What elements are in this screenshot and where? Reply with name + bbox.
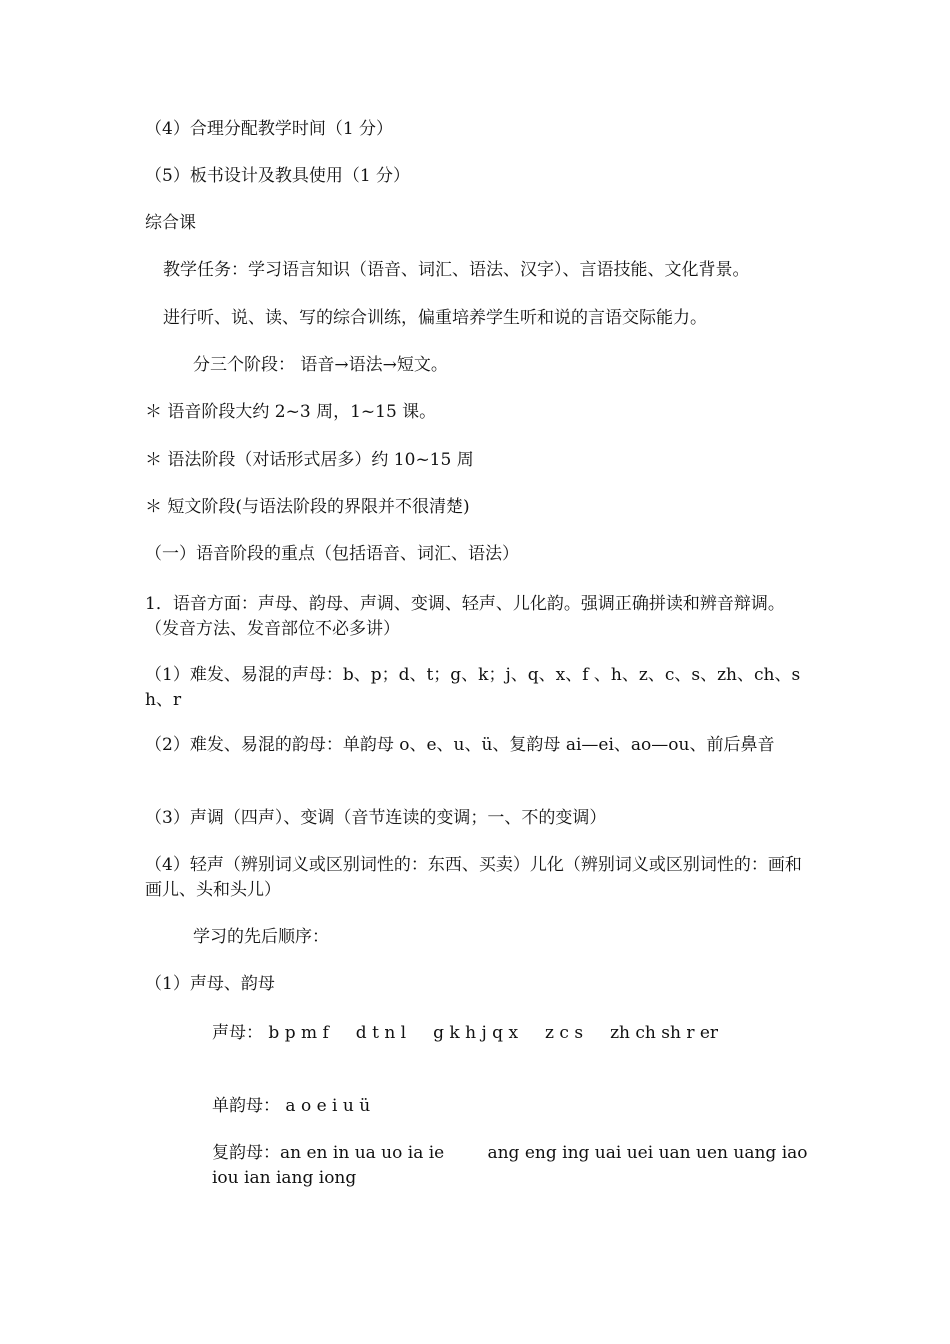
paragraph-finals: （2）难发、易混的韵母：单韵母 o、e、u、ü、复韵母 ai—ei、ao—ou、前后鼻音 [145, 735, 775, 755]
list-item-phonetics-stage: ＊ 语音阶段大约 2~3 周，1~15 课。 [145, 402, 437, 422]
subsection-heading: （一）语音阶段的重点（包括语音、词汇、语法） [145, 544, 519, 564]
section-heading: 综合课 [145, 213, 196, 233]
paragraph-neutral-tone: （4）轻声（辨别词义或区别词性的：东西、买卖）儿化（辨别词义或区别词性的：画和画儿、头和头儿） [145, 855, 802, 900]
paragraph-initials-finals: （1）声母、韵母 [145, 974, 275, 994]
list-item-text-stage: ＊ 短文阶段(与语法阶段的界限并不很清楚) [145, 497, 470, 517]
paragraph-teaching-task: 教学任务：学习语言知识（语音、词汇、语法、汉字）、言语技能、文化背景。 [163, 260, 750, 280]
paragraph-learning-order: 学习的先后顺序： [193, 927, 329, 947]
paragraph-initials: （1）难发、易混的声母：b、p；d、t；g、k；j、q、x、f 、h、z、c、s、zh、ch、sh、r [145, 665, 801, 710]
paragraph-simple-finals: 单韵母： a o e i u ü [212, 1096, 371, 1116]
paragraph-three-stages: 分三个阶段： 语音→语法→短文。 [193, 355, 448, 375]
paragraph-initials-list: 声母： b p m f d t n l g k h j q x z c s zh ch sh r er [212, 1023, 719, 1043]
paragraph-item-4: （4）合理分配教学时间（1 分） [145, 119, 394, 139]
list-item-grammar-stage: ＊ 语法阶段（对话形式居多）约 10~15 周 [145, 450, 474, 470]
paragraph-item-5: （5）板书设计及教具使用（1 分） [145, 166, 411, 186]
paragraph-compound-finals: 复韵母：an en in ua uo ia ie ang eng ing uai uei uan uen uang iao iou ian iang iong [212, 1143, 813, 1188]
paragraph-tones: （3）声调（四声）、变调（音节连读的变调；一、不的变调） [145, 808, 607, 828]
paragraph-phonetics: 1．语音方面：声母、韵母、声调、变调、轻声、儿化韵。强调正确拼读和辨音辩调。（发音方法、发音部位不必多讲） [145, 594, 785, 639]
paragraph-training: 进行听、说、读、写的综合训练，偏重培养学生听和说的言语交际能力。 [163, 308, 707, 328]
